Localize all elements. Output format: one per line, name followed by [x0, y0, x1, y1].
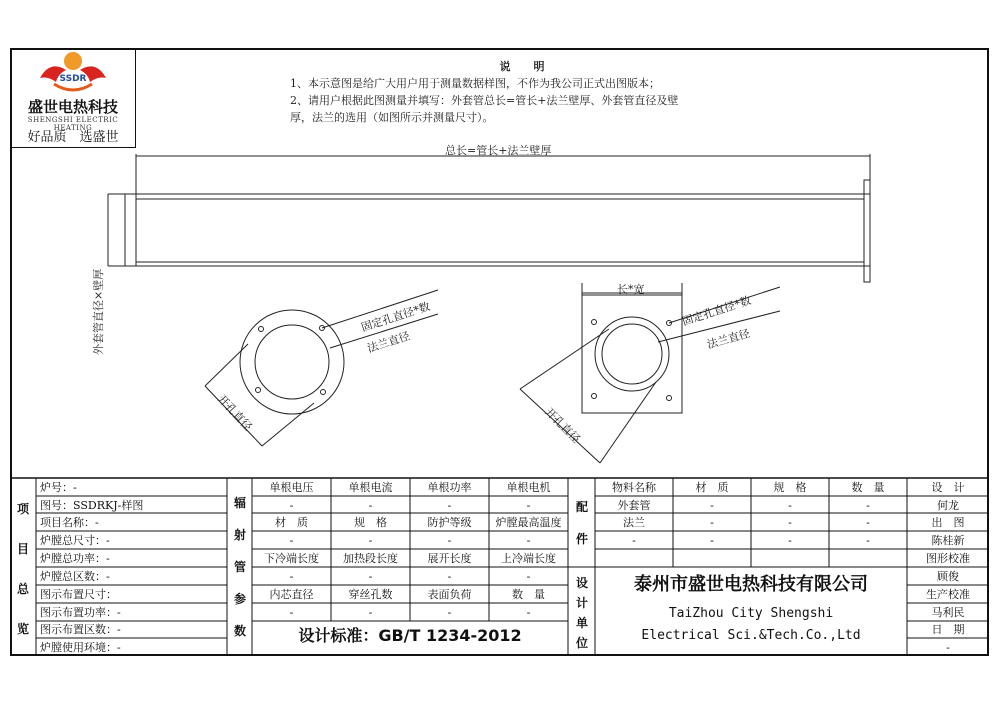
parts-r3-c3: -: [788, 534, 792, 547]
radiant-v3-1: -: [289, 570, 294, 583]
left-open-hole-label: 开孔直径: [215, 392, 255, 434]
right-open-hole-label: 开孔直径: [542, 405, 583, 446]
signoff-2: 何龙: [937, 499, 959, 512]
project-header-char-4: 览: [16, 622, 29, 636]
company-name-cn: 泰州市盛世电热科技有限公司: [634, 574, 868, 595]
radiant-v1-3: -: [447, 499, 452, 512]
radiant-h1-3: 单根功率: [427, 481, 472, 494]
radiant-header-char-3: 管: [233, 560, 246, 574]
project-row-6: 炉膛总区数：-: [40, 570, 110, 583]
signoff-8: 马利民: [931, 606, 965, 619]
project-header-char-1: 项: [16, 502, 29, 516]
parts-r1-c1: 外套管: [617, 499, 651, 512]
parts-r2-c4: -: [866, 516, 870, 529]
project-row-8: 图示布置功率：-: [40, 606, 121, 619]
radiant-h3-2: 加热段长度: [343, 552, 398, 565]
signoff-4: 陈桂新: [931, 534, 965, 547]
project-row-5: 炉膛总功率：-: [40, 552, 110, 565]
parts-r3-c2: -: [710, 534, 714, 547]
radiant-h1-4: 单根电机: [506, 481, 551, 494]
signoff-7: 生产校准: [926, 588, 970, 601]
radiant-v2-3: -: [447, 534, 452, 547]
company-name-en-2: Electrical Sci.&Tech.Co.,Ltd: [641, 628, 861, 643]
project-header-char-3: 总: [16, 582, 29, 596]
right-length-width-label: 长*宽: [617, 283, 645, 296]
radiant-v4-1: -: [289, 606, 294, 619]
radiant-h3-4: 上冷端长度: [501, 552, 556, 565]
project-row-3: 项目名称：-: [40, 516, 99, 529]
signoff-1: 设 计: [931, 481, 965, 494]
company-slogan: 好品质 选盛世: [27, 130, 119, 145]
left-flange-diameter-label: 法兰直径: [365, 329, 412, 356]
project-row-9: 图示布置区数：-: [40, 623, 121, 636]
radiant-header-char-4: 参: [233, 592, 246, 606]
project-row-2: 图号：SSDRKJ-样图: [40, 499, 144, 512]
radiant-h3-1: 下冷端长度: [264, 552, 319, 565]
parts-header-1: 物料名称: [612, 481, 656, 494]
parts-r2-c1: 法兰: [623, 516, 645, 529]
radiant-v4-4: -: [526, 606, 531, 619]
left-fix-hole-label: 固定孔直径*数: [359, 299, 432, 335]
company-logo-subtitle: SHENGSHI ELECTRIC HEATING: [27, 116, 119, 132]
notes-line-3: 厚，法兰的选用（如图所示并测量尺寸）。: [290, 111, 494, 124]
logo-mark-text: SSDR: [59, 74, 87, 84]
radiant-v2-2: -: [368, 534, 373, 547]
right-flange-diameter-label: 法兰直径: [705, 326, 752, 352]
signoff-6: 顾俊: [937, 570, 959, 583]
outer-diameter-label: 外套管直径×壁厚: [92, 268, 105, 355]
radiant-h4-3: 表面负荷: [427, 588, 472, 601]
radiant-h2-4: 炉膛最高温度: [495, 516, 562, 529]
parts-header-2: 材 质: [695, 481, 729, 494]
total-length-label: 总长=管长+法兰壁厚: [445, 144, 552, 157]
project-row-1: 炉号：-: [40, 481, 77, 494]
radiant-v4-2: -: [368, 606, 373, 619]
parts-header-4: 数 量: [851, 481, 885, 494]
radiant-h1-2: 单根电流: [348, 481, 393, 494]
notes-title: 说 明: [499, 60, 551, 73]
radiant-h1-1: 单根电压: [269, 481, 314, 494]
company-name-en-1: TaiZhou City Shengshi: [668, 606, 834, 621]
radiant-v4-3: -: [447, 606, 452, 619]
project-row-10: 炉膛使用环境：-: [40, 641, 121, 654]
unit-header-char-3: 单: [575, 616, 588, 630]
parts-header-char-1: 配: [575, 500, 588, 514]
right-fix-hole-label: 固定孔直径*数: [680, 293, 753, 329]
design-standard: 设计标准：GB/T 1234-2012: [298, 626, 522, 645]
signoff-5: 图形校准: [926, 552, 970, 565]
radiant-h3-3: 展开长度: [427, 552, 472, 565]
parts-r1-c4: -: [866, 499, 870, 512]
radiant-v1-2: -: [368, 499, 373, 512]
parts-r1-c3: -: [788, 499, 792, 512]
radiant-h2-3: 防护等级: [427, 516, 472, 529]
radiant-header-char-1: 辐: [233, 496, 246, 510]
project-header-char-2: 目: [16, 542, 29, 556]
parts-r3-c1: -: [632, 534, 636, 547]
radiant-header-char-2: 射: [233, 528, 246, 542]
parts-header-char-2: 件: [575, 532, 588, 546]
radiant-v3-4: -: [526, 570, 531, 583]
project-row-7: 图示布置尺寸：: [40, 588, 117, 601]
project-row-4: 炉膛总尺寸：-: [40, 534, 110, 547]
radiant-v2-4: -: [526, 534, 531, 547]
parts-r2-c3: -: [788, 516, 792, 529]
notes-line-2: 2、请用户根据此图测量并填写：外套管总长=管长+法兰壁厚、外套管直径及壁: [290, 94, 679, 107]
radiant-h4-2: 穿丝孔数: [348, 588, 393, 601]
parts-r2-c2: -: [710, 516, 714, 529]
radiant-h2-1: 材 质: [275, 516, 308, 529]
unit-header-char-1: 设: [575, 576, 588, 590]
radiant-v2-1: -: [289, 534, 294, 547]
signoff-3: 出 图: [931, 516, 965, 529]
radiant-v1-4: -: [526, 499, 531, 512]
radiant-v3-2: -: [368, 570, 373, 583]
radiant-h2-2: 规 格: [354, 516, 387, 529]
radiant-header-char-5: 数: [233, 624, 246, 638]
parts-r1-c2: -: [710, 499, 714, 512]
radiant-h4-4: 数 量: [512, 588, 545, 601]
radiant-v1-1: -: [289, 499, 294, 512]
signoff-10: -: [946, 641, 950, 654]
radiant-h4-1: 内芯直径: [269, 588, 314, 601]
company-logo-name: 盛世电热科技: [27, 98, 118, 116]
parts-r3-c4: -: [866, 534, 870, 547]
unit-header-char-4: 位: [575, 636, 588, 650]
signoff-9: 日 期: [931, 623, 965, 636]
radiant-v3-3: -: [447, 570, 452, 583]
notes-line-1: 1、本示意图是给广大用户用于测量数据样图，不作为我公司正式出图版本；: [290, 77, 660, 90]
unit-header-char-2: 计: [575, 596, 588, 610]
parts-header-3: 规 格: [773, 481, 807, 494]
